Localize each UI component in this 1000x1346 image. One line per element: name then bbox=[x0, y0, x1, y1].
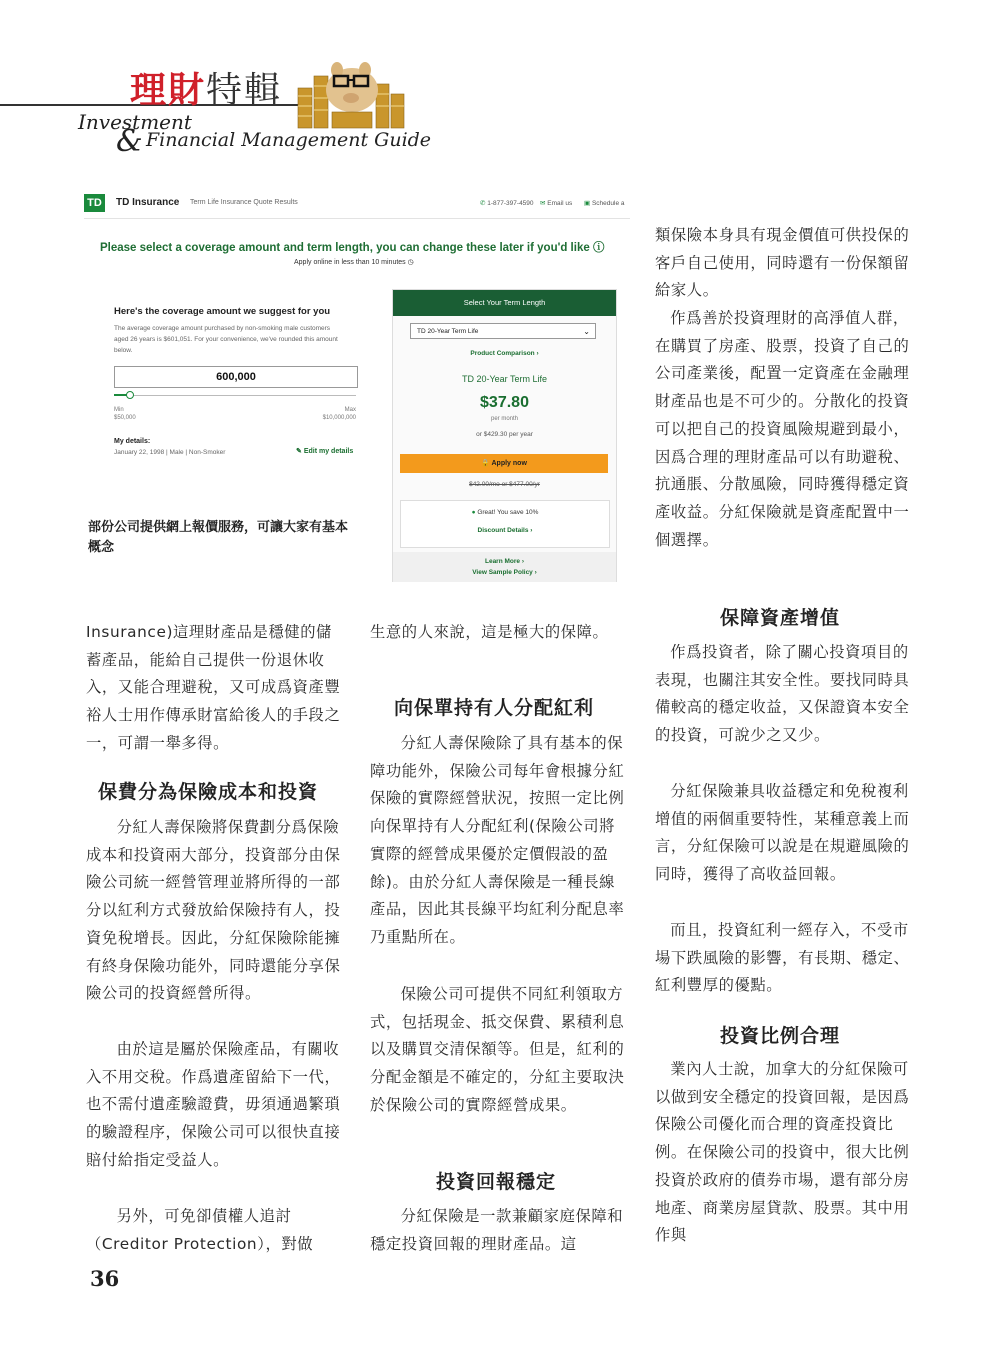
help-icon[interactable]: ⓘ bbox=[592, 242, 605, 254]
page-number: 36 bbox=[90, 1266, 120, 1291]
subtitle-ampersand: & bbox=[116, 124, 143, 159]
monthly-price: $37.80 bbox=[480, 394, 529, 411]
col1-paragraph-3: 由於這是屬於保險產品，有關收入不用交稅。作爲遺產留給下一代，也不需付遺產驗證費，毋須通過繁瑣的驗證程序，保險公司可以很快直接賠付給指定受益人。 bbox=[86, 1040, 341, 1169]
td-top-bar bbox=[84, 188, 630, 219]
slider-min-value: $50,000 bbox=[114, 415, 136, 421]
col3-heading-1: 保障資產增值 bbox=[720, 607, 841, 629]
term-select-value: TD 20-Year Term Life bbox=[417, 328, 479, 335]
subtitle-line1: Investment bbox=[78, 110, 192, 134]
col3-heading-2: 投資比例合理 bbox=[720, 1025, 841, 1047]
quote-screenshot bbox=[84, 188, 630, 582]
apply-now-button[interactable] bbox=[400, 454, 608, 473]
suggest-description: The average coverage amount purchased by non-smoking male customers aged 26 years is $601,051. For your convenience, we've rounded this amount below. bbox=[114, 325, 338, 354]
suggest-title: Here's the coverage amount we suggest for you bbox=[114, 306, 331, 317]
pencil-icon: ✎ bbox=[296, 448, 302, 455]
product-comparison-link[interactable]: Product Comparison › bbox=[470, 350, 539, 357]
figure-caption: 部份公司提供網上報價服務，可讓大家有基本概念 bbox=[88, 520, 349, 555]
discount-details-link[interactable]: Discount Details › bbox=[477, 527, 533, 534]
mail-icon: ✉ bbox=[540, 200, 546, 207]
td-breadcrumb: Term Life Insurance Quote Results bbox=[190, 199, 298, 206]
details-title: My details: bbox=[114, 438, 151, 445]
savings-text-row bbox=[401, 509, 609, 516]
col2-heading-2: 投資回報穩定 bbox=[436, 1171, 557, 1193]
phone-icon: ✆ bbox=[480, 200, 486, 207]
col2-paragraph-3: 保險公司可提供不同紅利領取方式，包括現金、抵交保費、累積利息以及購買交清保額等。但是，紅利的分配金額是不確定的，分紅主要取決於保險公司的實際經營成果。 bbox=[370, 985, 625, 1114]
yearly-price: or $429.30 per year bbox=[476, 431, 533, 438]
slider-min-label: Min bbox=[114, 407, 124, 413]
col2-paragraph-4: 分紅保險是一款兼顧家庭保障和穩定投資回報的理財產品。這 bbox=[370, 1207, 624, 1253]
col2-paragraph-1: 生意的人來說，這是極大的保障。 bbox=[370, 623, 609, 641]
details-value: January 22, 1998 | Male | Non-Smoker bbox=[114, 449, 226, 456]
lock-icon: 🔒 bbox=[481, 460, 490, 467]
per-month-label: per month bbox=[490, 416, 518, 422]
apply-online-note bbox=[294, 258, 414, 266]
panel-header: Select Your Term Length bbox=[393, 290, 616, 316]
col2-paragraph-2: 分紅人壽保險除了具有基本的保障功能外，保險公司每年會根據分紅保險的實際經營狀況，按照一定比例向保單持有人分配紅利(保險公司將實際的經營成果優於定價假設的盈餘)。由於分紅人壽保險是一種長線產品，因此其長線平均紅利分配息率乃重點所在。 bbox=[370, 734, 625, 946]
col1-heading-1: 保費分為保險成本和投資 bbox=[98, 781, 319, 803]
piggy-bank-coins-icon bbox=[296, 48, 406, 130]
slider-max bbox=[318, 406, 356, 422]
chevron-down-icon: ⌄ bbox=[583, 327, 590, 336]
edit-details-link[interactable] bbox=[296, 447, 353, 455]
sample-policy-link[interactable]: View Sample Policy › bbox=[472, 569, 537, 576]
td-brand: TD Insurance bbox=[116, 197, 180, 208]
apply-online-text: Apply online in less than 10 minutes bbox=[294, 259, 406, 266]
subtitle-line2: Financial Management Guide bbox=[146, 129, 432, 151]
col2-heading-1: 向保單持有人分配紅利 bbox=[394, 697, 595, 719]
td-logo: TD bbox=[84, 194, 105, 212]
panel-footer bbox=[393, 552, 616, 582]
edit-details-text: Edit my details bbox=[303, 448, 354, 455]
slider-min bbox=[114, 406, 136, 422]
col3-paragraph-3: 作爲投資者，除了關心投資項目的表現，也關注其安全性。要找同時具備較高的穩定收益，又保證資本安全的投資，可說少之又少。 bbox=[655, 643, 910, 745]
clock-icon: ◷ bbox=[407, 259, 414, 266]
section-title bbox=[130, 62, 282, 113]
term-length-panel bbox=[392, 289, 617, 582]
learn-more-link[interactable]: Learn More › bbox=[484, 558, 524, 565]
coverage-amount-input[interactable]: 600,000 bbox=[114, 366, 358, 388]
col1-paragraph-1: Insurance)這理財產品是穩健的儲蓄產品，能給自己提供一份退休收入，又能合理避稅，又可成爲資產豐裕人士用作傳承財富給後人的手段之一，可謂一舉多得。 bbox=[86, 623, 341, 752]
td-phone: 1-877-397-4590 bbox=[487, 200, 534, 207]
slider-max-value: $10,000,000 bbox=[322, 415, 356, 421]
term-select[interactable] bbox=[410, 323, 596, 339]
section-title-dark: 特輯 bbox=[206, 70, 283, 111]
td-schedule-link[interactable] bbox=[584, 199, 625, 207]
check-circle-icon: ● bbox=[471, 509, 476, 516]
td-phone-link[interactable] bbox=[480, 199, 534, 207]
calendar-icon: ▣ bbox=[584, 200, 591, 207]
product-name: TD 20-Year Term Life bbox=[461, 374, 548, 384]
td-email: Email us bbox=[547, 200, 573, 207]
slider-max-label: Max bbox=[344, 407, 356, 413]
col3-paragraph-2: 作爲善於投資理財的高淨值人群，在購買了房產、股票，投資了自己的公司產業後，配置一定資產在金融理財產品也是不可少的。分散化的投資可以把自己的投資風險規避到最小，因爲合理的理財產品可以有助避稅、抗通脹、分散風險，同時獲得穩定資產收益。分紅保險就是資產配置中一個選擇。 bbox=[655, 309, 910, 549]
coverage-slider-handle[interactable] bbox=[126, 391, 134, 399]
apply-now-label: Apply now bbox=[491, 460, 527, 467]
savings-box bbox=[400, 500, 610, 548]
col1-paragraph-2: 分紅人壽保險將保費劃分爲保險成本和投資兩大部分，投資部分由保險公司統一經營管理並將所得的一部分以紅利方式發放給保險持有人，投資免稅增長。因此，分紅保險除能擁有終身保險功能外，同時還能分享保險公司的投資經營所得。 bbox=[86, 818, 341, 1003]
coverage-slider-track[interactable] bbox=[114, 395, 356, 396]
quote-heading-text: Please select a coverage amount and term length, you can change these later if you'd like bbox=[100, 242, 590, 254]
col3-paragraph-1: 類保險本身具有現金價值可供投保的客戶自己使用，同時還有一份保額留給家人。 bbox=[655, 226, 910, 300]
section-title-red: 理財 bbox=[130, 70, 207, 111]
col3-paragraph-5: 而且，投資紅利一經存入，不受市場下跌風險的影響，有長期、穩定、紅利豐厚的優點。 bbox=[655, 921, 910, 995]
col3-paragraph-6: 業內人士說，加拿大的分紅保險可以做到安全穩定的投資回報，是因爲保險公司優化而合理的資產投資比例。在保險公司的投資中，很大比例投資於政府的債券市場，還有部分房地產、商業房屋貸款、股票。其中用作與 bbox=[655, 1060, 910, 1245]
col3-paragraph-4: 分紅保險兼具收益穩定和免稅複利增值的兩個重要特性，某種意義上而言，分紅保險可以說是在規避風險的同時，獲得了高收益回報。 bbox=[655, 782, 910, 884]
td-schedule: Schedule a bbox=[591, 200, 625, 207]
col1-paragraph-4: 另外，可免卻債權人追討（Creditor Protection），對做 bbox=[86, 1207, 314, 1253]
td-email-link[interactable] bbox=[540, 199, 572, 207]
quote-heading bbox=[100, 239, 604, 255]
savings-text: Great! You save 10% bbox=[477, 509, 539, 516]
old-price: $42.00/mo or $477.00/yr bbox=[469, 481, 540, 488]
